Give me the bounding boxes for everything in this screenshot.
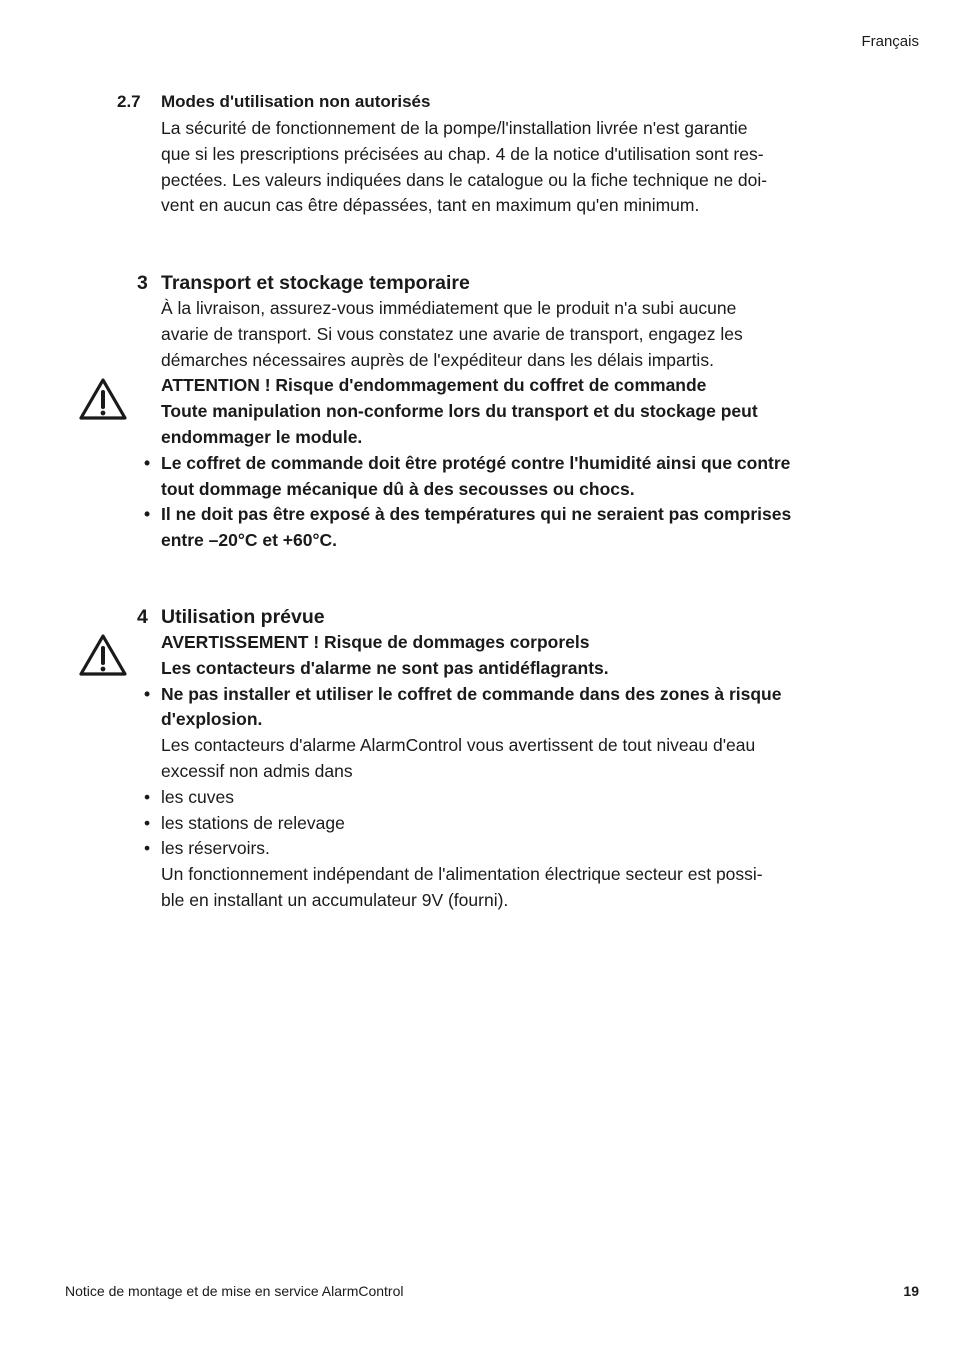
warning-block: [144, 373, 831, 554]
bullet-line: Ne pas installer et utiliser le coffret de commande dans des zones à risque: [161, 683, 782, 704]
list-item: [144, 682, 831, 734]
bullet-line: les stations de relevage: [161, 812, 345, 833]
bullet-line: d'explosion.: [161, 709, 263, 730]
warning-line: Toute manipulation non-conforme lors du transport et du stockage peut: [161, 401, 758, 422]
section-number: 4: [137, 606, 148, 628]
body-line: Un fonctionnement indépendant de l'alimentation électrique secteur est possi-: [161, 864, 763, 885]
warning-bullet-list: [144, 682, 831, 734]
warning-line: ATTENTION ! Risque d'endommagement du coffret de commande: [161, 375, 707, 396]
warning-line: AVERTISSEMENT ! Risque de dommages corporels: [161, 632, 590, 652]
bullet-line: entre –20°C et +60°C.: [161, 530, 337, 551]
warning-triangle-icon: [79, 634, 127, 676]
section-title: Transport et stockage temporaire: [161, 272, 470, 294]
section-body: [144, 296, 831, 554]
bullet-line: Il ne doit pas être exposé à des températures qui ne seraient pas comprises: [161, 504, 792, 525]
body-line: La sécurité de fonctionnement de la pompe/l'installation livrée n'est garantie: [161, 118, 748, 138]
body-line: démarches nécessaires auprès de l'expéditeur dans les délais impartis.: [161, 349, 714, 370]
list-item: [144, 811, 831, 837]
body-line: ble en installant un accumulateur 9V (fourni).: [161, 889, 509, 910]
body-line: que si les prescriptions précisées au chap. 4 de la notice d'utilisation sont res-: [161, 143, 764, 164]
list-item: [144, 836, 831, 862]
section-body: [144, 630, 831, 914]
body-line: Les contacteurs d'alarme AlarmControl vous avertissent de tout niveau d'eau: [161, 735, 756, 756]
warning-line: endommager le module.: [161, 426, 363, 447]
body-line: avarie de transport. Si vous constatez une avarie de transport, engagez les: [161, 323, 743, 344]
bullet-line: tout dommage mécanique dû à des secousses ou chocs.: [161, 478, 635, 499]
body-line: excessif non admis dans: [161, 760, 353, 781]
header-language: Français: [861, 33, 919, 50]
bullet-line: les réservoirs.: [161, 838, 270, 859]
bullet-line: les cuves: [161, 786, 234, 807]
footer-page-number: 19: [903, 1283, 919, 1299]
body-line: À la livraison, assurez-vous immédiatement que le produit n'a subi aucune: [161, 298, 737, 318]
list-item: [144, 785, 831, 811]
warning-triangle-icon: [79, 378, 127, 420]
warning-line: Les contacteurs d'alarme ne sont pas antidéflagrants.: [161, 657, 609, 678]
bullet-line: Le coffret de commande doit être protégé contre l'humidité ainsi que contre: [161, 452, 791, 473]
bullet-glyph: •: [144, 452, 151, 473]
body-line: pectées. Les valeurs indiquées dans le catalogue ou la fiche technique ne doi-: [161, 169, 768, 190]
section-number: 3: [137, 272, 148, 294]
section-body: [161, 116, 831, 219]
warning-bullet-list: [144, 451, 831, 554]
footer-doc-title: Notice de montage et de mise en service AlarmControl: [65, 1283, 404, 1299]
bullet-glyph: •: [144, 838, 151, 859]
section-title: Modes d'utilisation non autorisés: [161, 92, 431, 111]
section-number: 2.7: [117, 92, 141, 111]
body-line: vent en aucun cas être dépassées, tant en maximum qu'en minimum.: [161, 195, 700, 216]
bullet-glyph: •: [144, 812, 151, 833]
list-item: [144, 502, 831, 554]
bullet-list: [144, 785, 831, 862]
bullet-glyph: •: [144, 683, 151, 704]
section-title: Utilisation prévue: [161, 606, 325, 628]
warning-block: [144, 630, 831, 733]
list-item: [144, 451, 831, 503]
bullet-glyph: •: [144, 786, 151, 807]
bullet-glyph: •: [144, 504, 151, 525]
